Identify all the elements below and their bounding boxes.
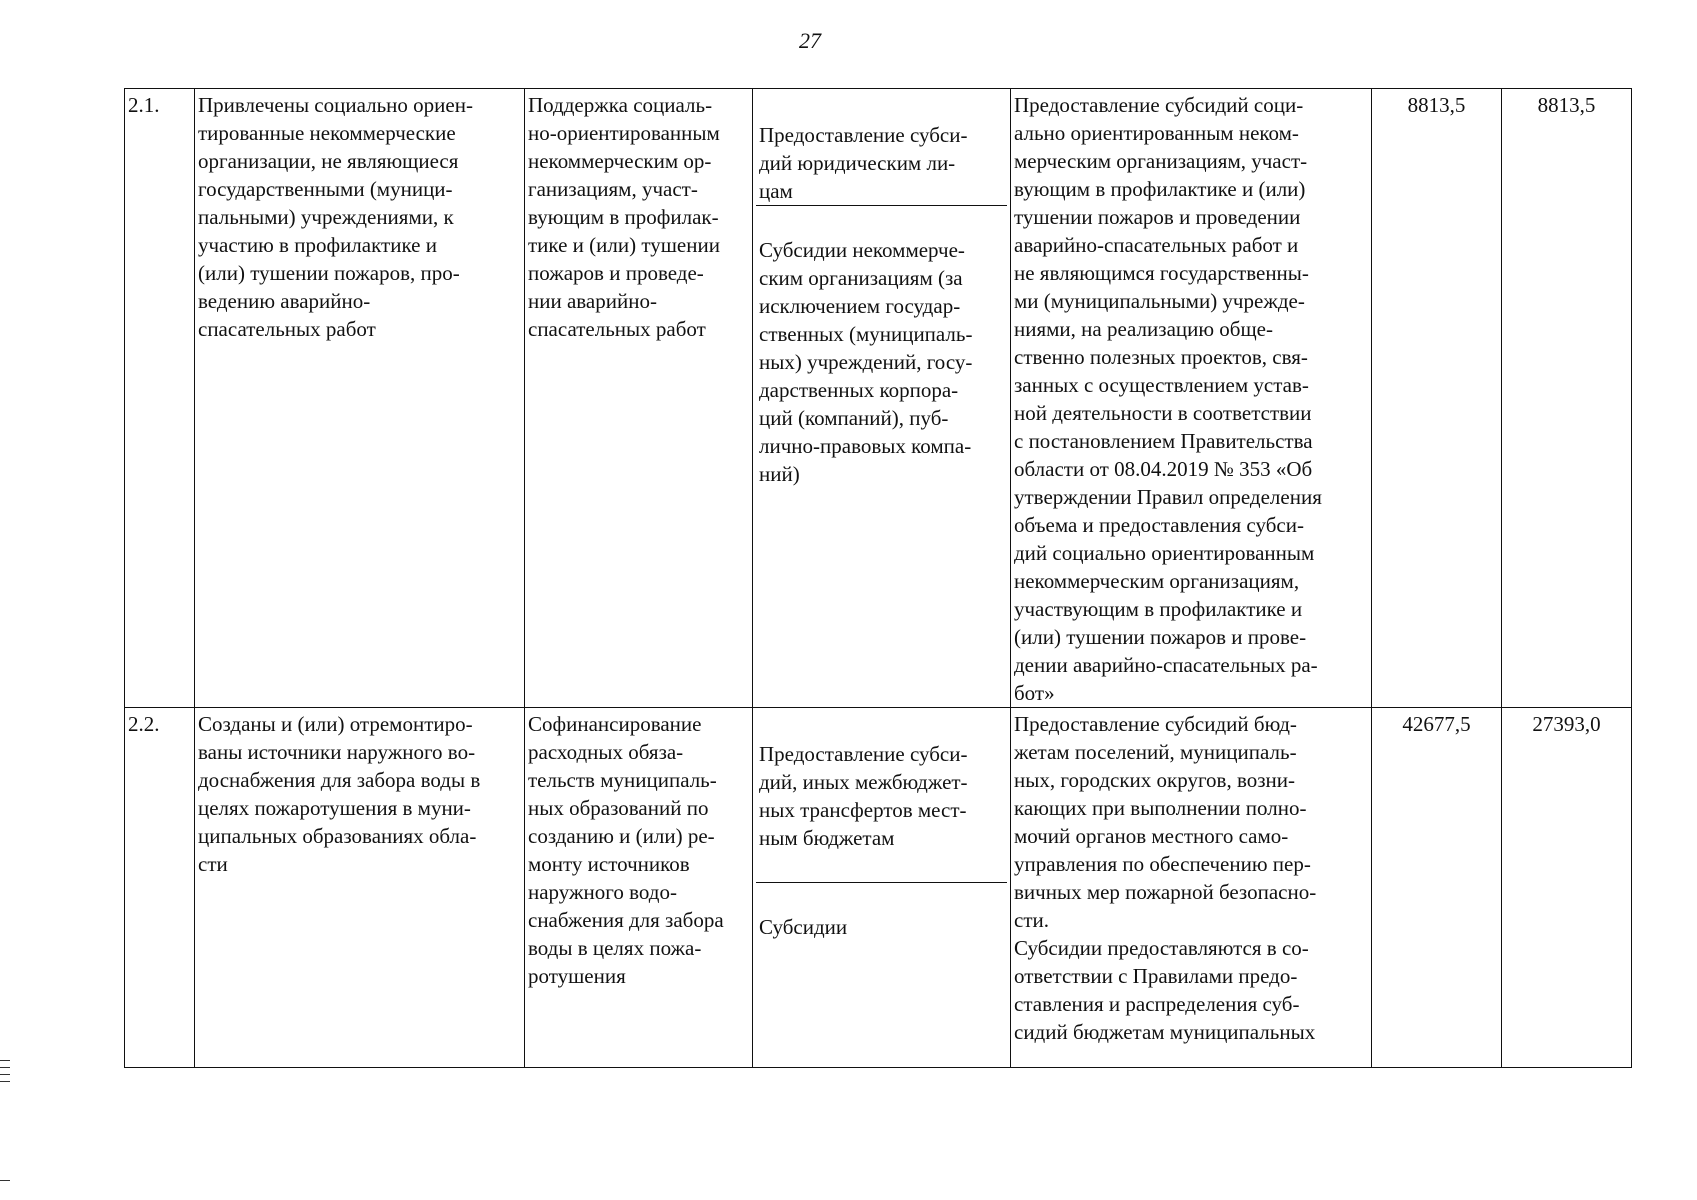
scan-margin-marks xyxy=(0,1060,10,1088)
measure-cell: Поддержка социаль- но-ориентированным некоммерческим ор- ганизациям, участ- вующим в профилак- тике и (или) тушении пожаров и проведе- нии аварийно- спасательных работ xyxy=(525,89,753,708)
expense-type-bottom: Субсидии некоммерче- ским организациям (за исключением государ- ственных (муниципаль- ных) учреждений, госу- дарственных корпора- ций (компаний), пуб- лично-правовых компа- ний) xyxy=(759,238,973,486)
value-cell-1: 42677,5 xyxy=(1372,708,1502,1068)
value-cell-2: 27393,0 xyxy=(1502,708,1632,1068)
expense-type-cell xyxy=(753,89,1011,708)
row-number: 2.2. xyxy=(125,708,195,1068)
result-cell: Созданы и (или) отремонтиро- ваны источники наружного во- доснабжения для забора воды в целях пожаротушения в муни- ципальных образованиях обла- сти xyxy=(195,708,525,1068)
row-number: 2.1. xyxy=(125,89,195,708)
scan-margin-mark xyxy=(0,1180,10,1181)
table-row xyxy=(125,89,1632,708)
expense-type-cell xyxy=(753,708,1011,1068)
description-cell: Предоставление субсидий бюд- жетам поселений, муниципаль- ных, городских округов, возни- кающих при выполнении полно- мочий органов местного само- управления по обеспечению пер- вичных мер пожарной безопасно- сти. Субсидии предоставляются в со- ответствии с Правилами предо- ставления и распределения суб- сидий бюджетам муниципальных xyxy=(1011,708,1372,1068)
result-cell: Привлечены социально ориен- тированные некоммерческие организации, не являющиеся государственными (муници- пальными) учреждениями, к участию в профилактике и (или) тушении пожаров, про- ведению аварийно- спасательных работ xyxy=(195,89,525,708)
value-cell-1: 8813,5 xyxy=(1372,89,1502,708)
expense-type-top: Предоставление субси- дий юридическим ли- цам xyxy=(756,119,1007,206)
table-row xyxy=(125,708,1632,1068)
expense-type-top: Предоставление субси- дий, иных межбюджет- ных трансфертов мест- ным бюджетам xyxy=(756,738,1007,883)
expense-type-bottom: Субсидии xyxy=(759,915,848,939)
measures-table xyxy=(124,88,1632,1068)
description-cell: Предоставление субсидий соци- ально ориентированным неком- мерческим организациям, участ- вующим в профилактике и (или) тушении пожаров и проведении аварийно-спасательных работ и не являющимся государственны- ми (муниципальными) учрежде- ниями, на реализацию обще- ственно полезных проектов, свя- занных с осуществлением устав- ной деятельности в соответствии с постановлением Правительства области от 08.04.2019 № 353 «Об утверждении Правил определения объема и предоставления субси- дий социально ориентированным некоммерческим организациям, участвующим в профилактике и (или) тушении пожаров и прове- дении аварийно-спасательных ра- бот» xyxy=(1011,89,1372,708)
measure-cell: Софинансирование расходных обяза- тельств муниципаль- ных образований по созданию и (или) ре- монту источников наружного водо- снабжения для забора воды в целях пожа- ротушения xyxy=(525,708,753,1068)
page-number: 27 xyxy=(799,28,821,53)
value-cell-2: 8813,5 xyxy=(1502,89,1632,708)
